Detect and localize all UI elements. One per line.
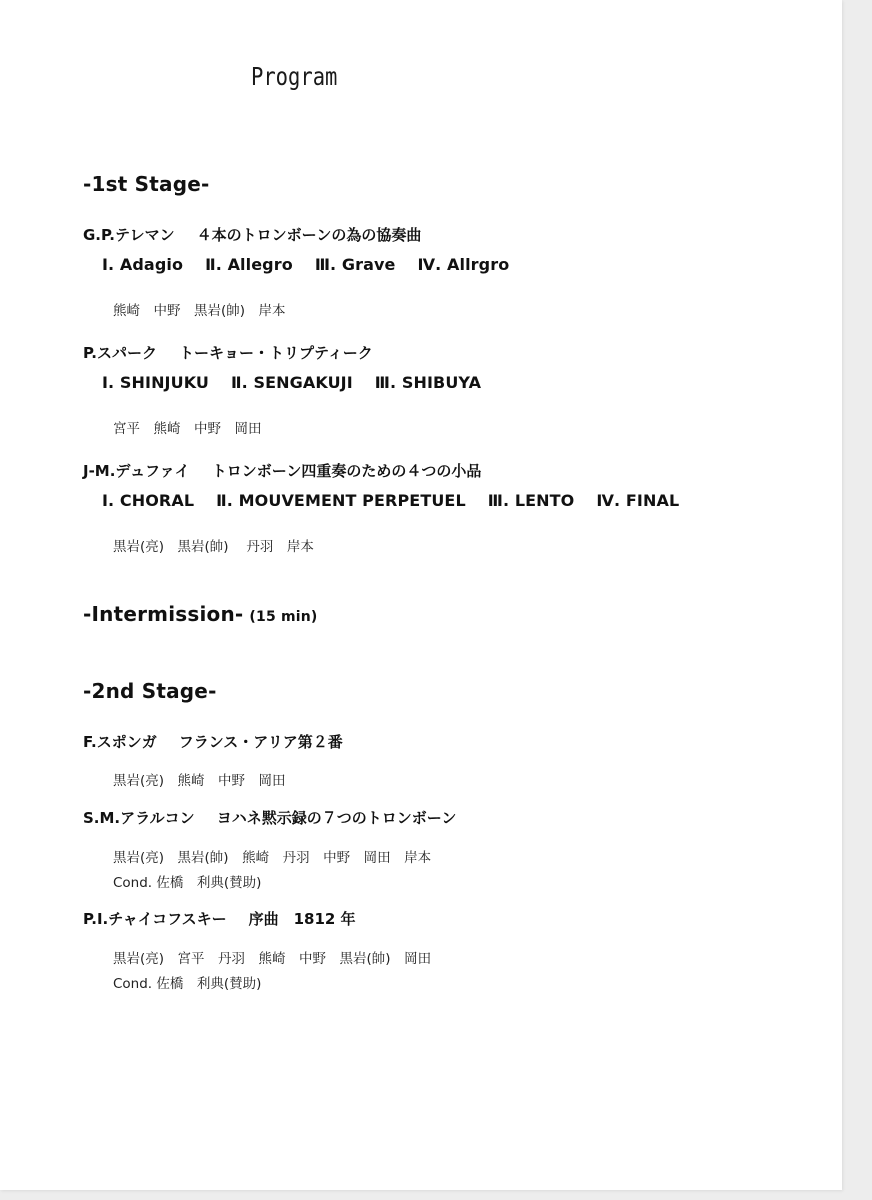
page-title: Program — [251, 62, 338, 91]
work-title: 序曲 1812 年 — [248, 910, 356, 928]
piece-title — [83, 807, 456, 828]
players-list: 熊崎 中野 黒岩(帥) 岸本 — [113, 303, 286, 319]
piece-title — [83, 224, 421, 245]
movement-list — [102, 255, 531, 274]
intermission-label: -Intermission- — [83, 602, 244, 626]
movement: Ⅱ. MOUVEMENT PERPETUEL — [216, 491, 466, 510]
movement: Ⅳ. FINAL — [596, 491, 680, 510]
players-list: 黒岩(亮) 熊崎 中野 岡田 — [113, 773, 286, 789]
intermission-duration: (15 min) — [249, 609, 318, 625]
movement: Ⅲ. Grave — [314, 255, 396, 274]
work-title: フランス・アリア第２番 — [178, 733, 343, 751]
piece-title — [83, 342, 373, 363]
movement: Ⅱ. Allegro — [205, 255, 293, 274]
composer-name: F.スポンガ — [83, 733, 157, 751]
movement: Ⅱ. SENGAKUJI — [231, 373, 353, 392]
players-list: 黒岩(亮) 黒岩(帥) 熊崎 丹羽 中野 岡田 岸本 — [113, 850, 432, 866]
conductor-line: Cond. 佐橋 利典(賛助) — [113, 976, 262, 992]
players-list: 宮平 熊崎 中野 岡田 — [113, 421, 262, 437]
work-title: ヨハネ黙示録の７つのトロンボーン — [216, 809, 457, 827]
players-list: 黒岩(亮) 黒岩(帥) 丹羽 岸本 — [113, 539, 314, 555]
movement: Ⅰ. CHORAL — [102, 491, 195, 510]
movement: Ⅲ. SHIBUYA — [374, 373, 482, 392]
piece-title — [83, 908, 356, 929]
stage2-heading: -2nd Stage- — [83, 679, 217, 703]
piece-title — [83, 731, 343, 752]
players-list: 黒岩(亮) 宮平 丹羽 熊崎 中野 黒岩(帥) 岡田 — [113, 951, 432, 967]
work-title: トロンボーン四重奏のための４つの小品 — [211, 462, 482, 480]
conductor-line: Cond. 佐橋 利典(賛助) — [113, 875, 262, 891]
composer-name: J-M.デュファイ — [83, 462, 190, 480]
work-title: トーキョー・トリプティーク — [178, 344, 373, 362]
composer-name: P.I.チャイコフスキー — [83, 910, 227, 928]
movement: Ⅲ. LENTO — [487, 491, 575, 510]
movement: Ⅳ. Allrgro — [417, 255, 510, 274]
composer-name: P.スパーク — [83, 344, 157, 362]
movement-list — [102, 373, 503, 392]
movement: Ⅰ. SHINJUKU — [102, 373, 210, 392]
movement: Ⅰ. Adagio — [102, 255, 184, 274]
work-title: ４本のトロンボーンの為の協奏曲 — [196, 226, 422, 244]
composer-name: S.M.アラルコン — [83, 809, 195, 827]
intermission-heading — [83, 602, 318, 626]
stage1-heading: -1st Stage- — [83, 172, 210, 196]
piece-title — [83, 460, 481, 481]
movement-list — [102, 491, 701, 510]
composer-name: G.P.テレマン — [83, 226, 175, 244]
